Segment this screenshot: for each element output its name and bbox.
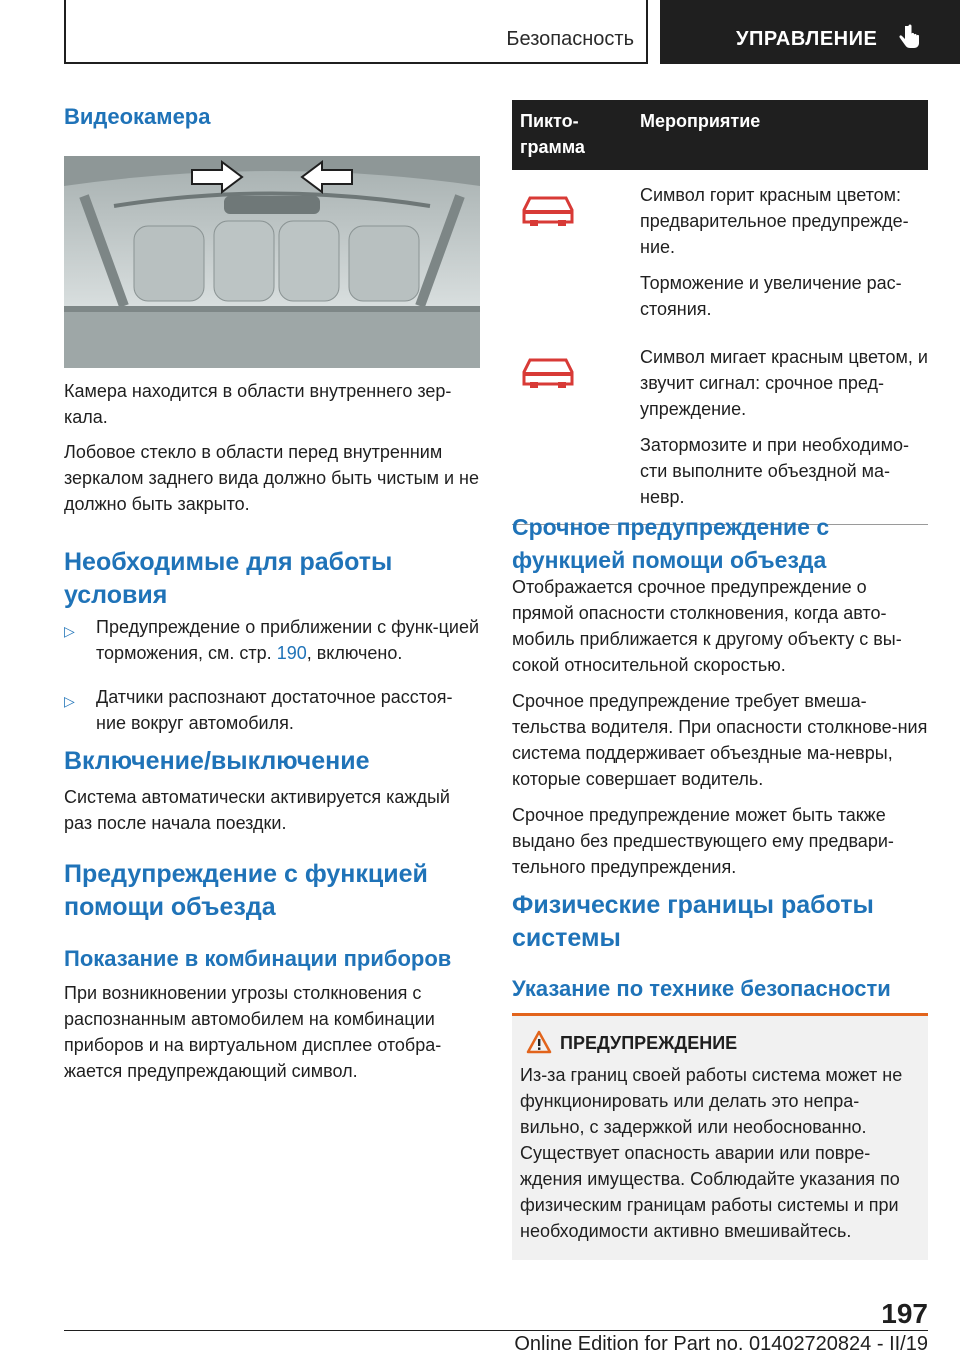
list-item [64, 684, 480, 736]
warning-triangle-icon [526, 1030, 552, 1054]
camera-location-text: Камера находится в области внутреннего зер-кала. [64, 381, 452, 427]
row2-action-text: Символ мигает красным цветом, и звучит сигнал: срочное пред-упреждение. [640, 347, 928, 419]
urgent-warning-text-1: Отображается срочное предупреждение о прямой опасности столкновения, когда авто-мобиль приближается к другому объекту с вы-сокой относительной скоростью. [512, 577, 902, 675]
table-header-action: Мероприятие [632, 100, 928, 170]
urgent-warning-heading: Срочное предупреждение с функцией помощи объезда [512, 514, 830, 573]
header-section-label: Безопасность [506, 28, 634, 50]
safety-heading: Указание по технике безопасности [512, 976, 891, 1001]
display-heading: Показание в комбинации приборов [64, 946, 452, 971]
pictogram-table [512, 100, 928, 525]
hand-pointer-icon [896, 24, 922, 52]
warning-box [512, 1013, 928, 1260]
onoff-heading: Включение/выключение [64, 747, 370, 775]
edition-footer: Online Edition for Part no. 01402720824 - II/19 [514, 1333, 928, 1355]
car-warning-icon [520, 356, 576, 390]
header-chapter-box [660, 0, 960, 64]
requirement-text-2: Датчики распознают достаточное расстоя-ние вокруг автомобиля. [96, 687, 453, 733]
triangle-bullet-icon: ▷ [64, 693, 75, 709]
table-row [512, 332, 928, 525]
urgent-warning-text-2: Срочное предупреждение требует вмеша-тельства водителя. При опасности столкнове-ния система поддерживает объездные ма-невры, которые совершает водитель. [512, 691, 928, 789]
right-column [512, 100, 928, 1241]
warning-label: ПРЕДУПРЕЖДЕНИЕ [560, 1033, 738, 1053]
page-number: 197 [881, 1298, 928, 1329]
warning-function-heading: Предупреждение с функцией помощи объезда [64, 860, 428, 921]
list-item [64, 614, 480, 666]
camera-heading: Видеокамера [64, 104, 211, 129]
limits-heading: Физические границы работы системы [512, 891, 874, 952]
rear-camera-interior-photo [64, 156, 480, 368]
row1-action-text: Символ горит красным цветом: предварительное предупрежде-ние. [640, 185, 909, 257]
table-header-pictogram: Пикто-грамма [512, 100, 632, 170]
footer-divider [64, 1330, 928, 1331]
requirement-text-1: Предупреждение о приближении с функ-цией торможения, см. стр. [96, 617, 480, 663]
display-text: При возникновении угрозы столкновения с распознанным автомобилем на комбинации приборов и на виртуальном дисплее отобра-жается предупреждающий символ. [64, 983, 442, 1081]
table-row [512, 170, 928, 332]
requirements-heading: Необходимые для работы условия [64, 548, 393, 609]
header-section-box [64, 0, 648, 64]
onoff-text: Система автоматически активируется каждый раз после начала поездки. [64, 787, 450, 833]
warning-text: Из-за границ своей работы система может не функционировать или делать это непра-вильно, с задержкой или необоснованно. Существует опасность аварии или повре-ждения имущества. Соблюдайте указания по физическим границам работы системы и при необходимости активно вмешивайтесь. [520, 1065, 903, 1241]
row2-measure-text: Затормозите и при необходимо-сти выполните объездной ма-невр. [640, 435, 909, 507]
header-chapter-label: УПРАВЛЕНИЕ [736, 28, 878, 50]
urgent-warning-text-3: Срочное предупреждение может быть также выдано без предшествующего ему предвари-тельного предупреждения. [512, 805, 894, 877]
page-link-190[interactable]: 190 [276, 643, 307, 663]
windshield-clean-text: Лобовое стекло в области перед внутренним зеркалом заднего вида должно быть чистым и не должно быть закрыто. [64, 442, 479, 514]
row1-measure-text: Торможение и увеличение рас-стояния. [640, 273, 902, 319]
triangle-bullet-icon: ▷ [64, 623, 75, 639]
car-warning-icon [520, 194, 576, 228]
requirement-text-1-end: , включено. [306, 643, 403, 663]
